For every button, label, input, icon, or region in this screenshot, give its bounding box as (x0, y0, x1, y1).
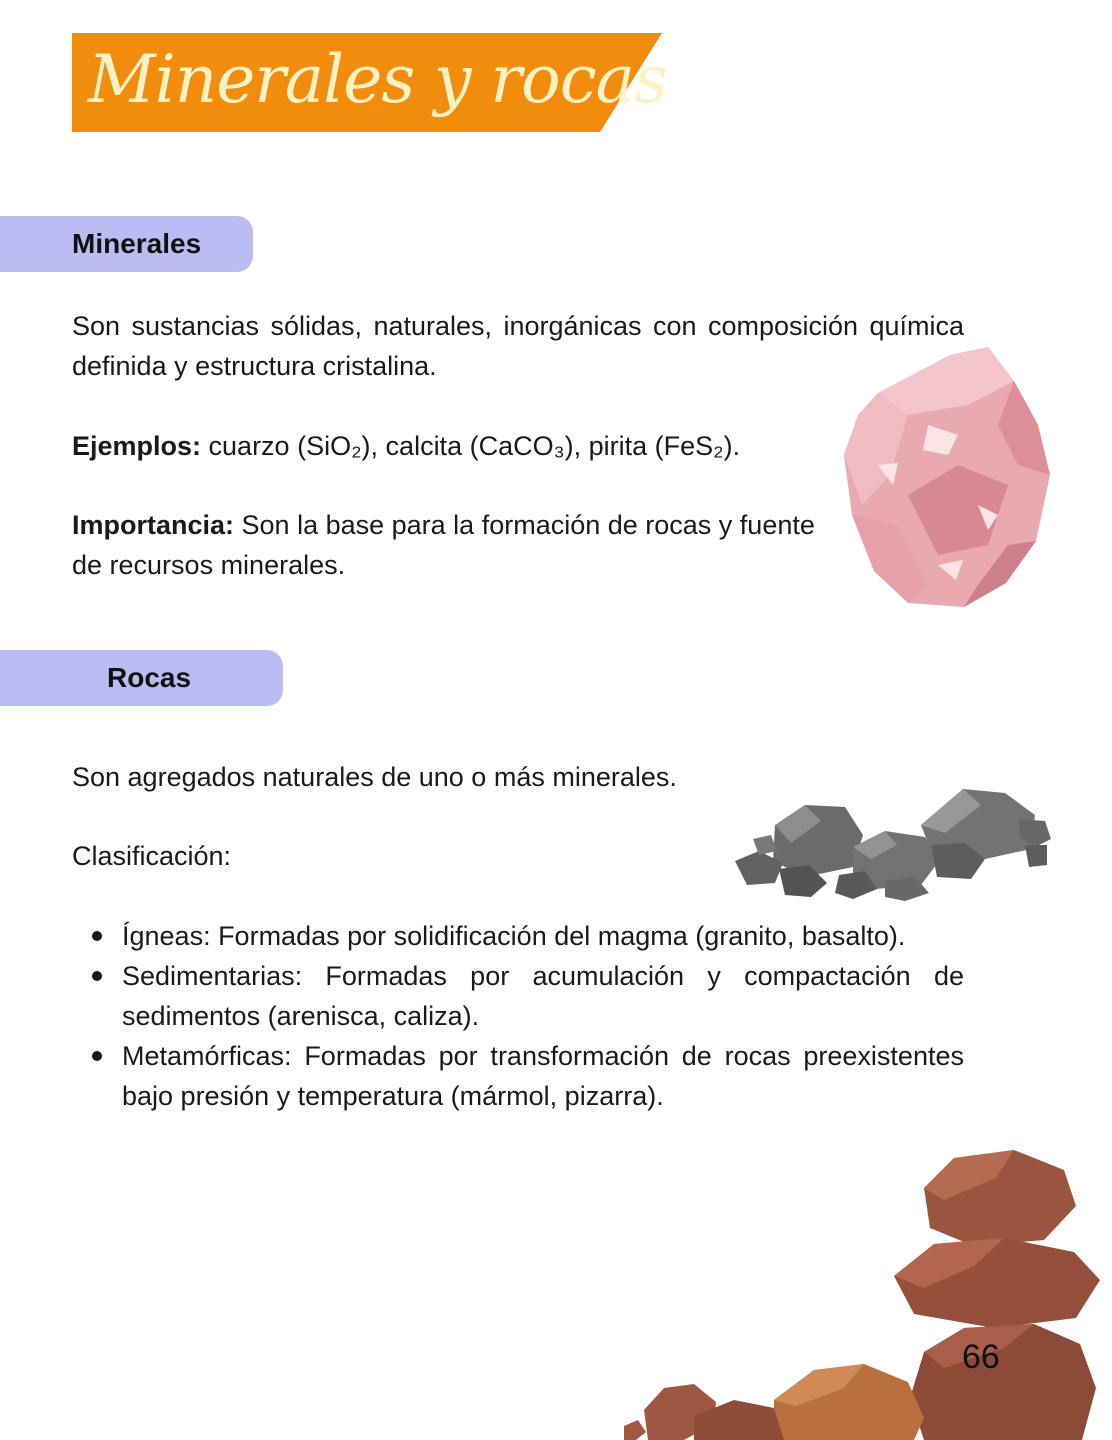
section-heading-rocas (0, 650, 283, 706)
classification-label: Clasificación: (72, 841, 232, 871)
list-item (90, 1036, 964, 1116)
page-title: Minerales y rocas (88, 41, 667, 118)
section-heading-label: Rocas (107, 662, 192, 693)
bullet-icon (92, 1051, 102, 1061)
list-item (90, 956, 964, 1036)
gray-rocks-illustration (735, 785, 1053, 903)
bullet-icon (92, 931, 102, 941)
rock-types-list (90, 916, 964, 1116)
section-heading-minerales (0, 216, 253, 272)
minerales-examples (72, 426, 832, 466)
list-item (90, 916, 964, 956)
rocas-definition: Son agregados naturales de uno o más minerales. (72, 762, 677, 792)
examples-label: Ejemplos: (72, 431, 202, 461)
rock-type-igneas: Ígneas: Formadas por solidificación del magma (granito, basalto). (122, 921, 906, 951)
title-banner (72, 33, 667, 132)
examples-text: cuarzo (SiO₂), calcita (CaCO₃), pirita (FeS₂). (201, 431, 741, 461)
page-number: 66 (962, 1338, 1000, 1376)
brown-rocks-illustration (624, 1148, 1112, 1440)
pink-mineral-illustration (838, 345, 1054, 613)
importance-text: Son la base para la formación de rocas y fuente de recursos minerales. (72, 510, 815, 580)
rock-type-metamorficas: Metamórficas: Formadas por transformación de rocas preexistentes bajo presión y temperatura (mármol, pizarra). (122, 1041, 964, 1111)
minerales-importance (72, 505, 822, 585)
minerales-definition: Son sustancias sólidas, naturales, inorgánicas con composición química definida y estructura cristalina. (72, 311, 964, 381)
importance-label: Importancia: (72, 510, 235, 540)
bullet-icon (92, 971, 102, 981)
rock-type-sedimentarias: Sedimentarias: Formadas por acumulación y compactación de sedimentos (arenisca, caliza). (122, 961, 964, 1031)
section-heading-label: Minerales (72, 228, 202, 259)
